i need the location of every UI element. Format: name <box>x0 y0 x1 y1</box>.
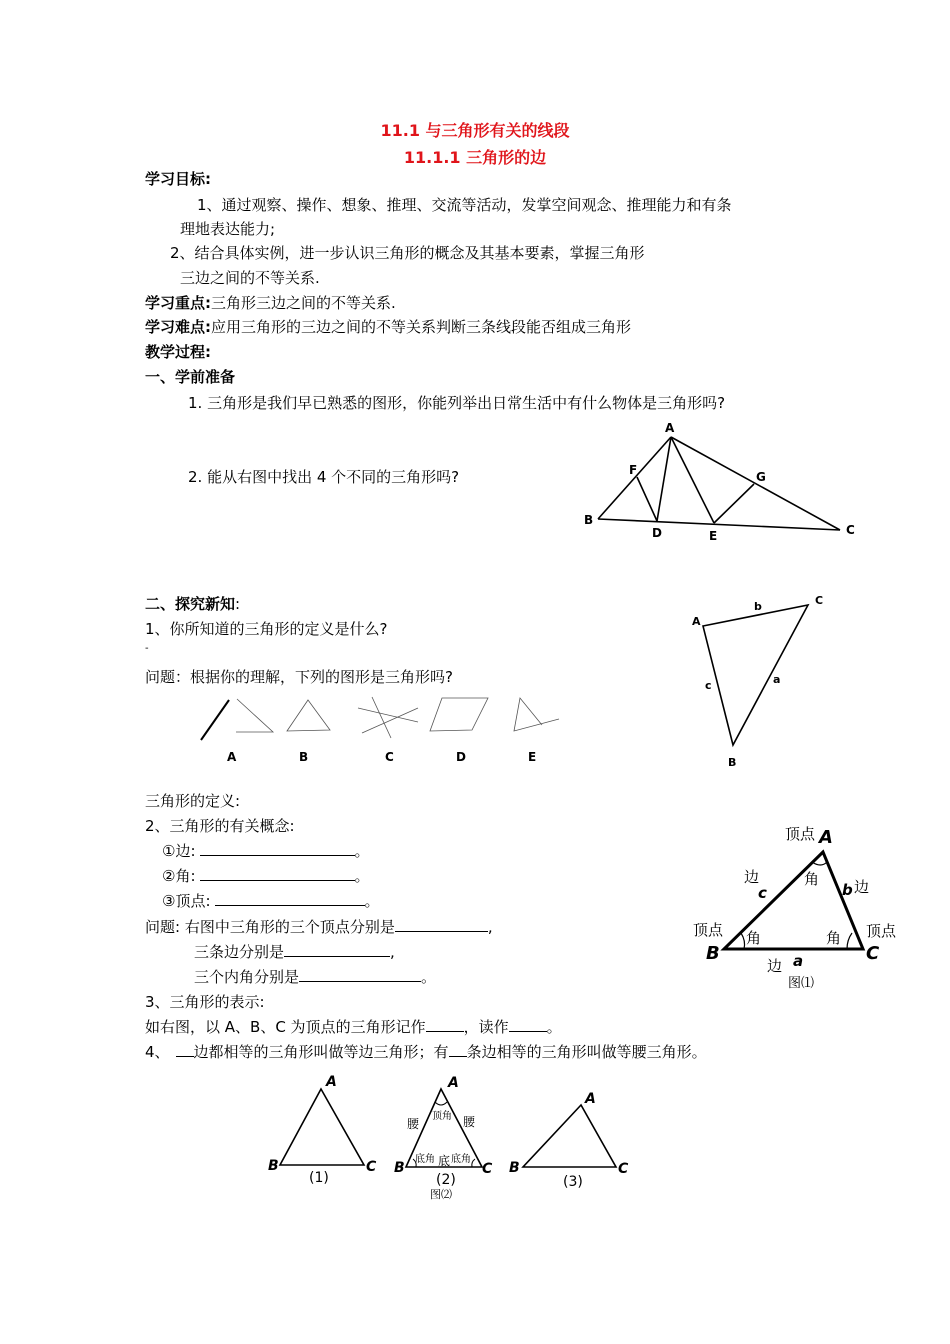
fig2-t2-a: A <box>448 1075 459 1091</box>
abc-side-b: b <box>754 600 762 613</box>
representation-text: 如右图，以 A、B、C 为顶点的三角形记作 ，读作 。 <box>145 1018 562 1036</box>
point-d-label: D <box>652 526 662 540</box>
vertex-concept: ③顶点: 。 <box>162 892 380 910</box>
goal-2-line-1: 2、结合具体实例，进一步认识三角形的概念及其基本要素，掌握三角形 <box>170 244 645 262</box>
fig2-base-angle-right: 底角 <box>451 1154 471 1165</box>
fig1-side-c-label: 边 <box>744 868 760 886</box>
fig2-t3-b: B <box>509 1160 520 1176</box>
fig2-t1-b: B <box>268 1158 279 1174</box>
process-label: 教学过程: <box>145 343 211 361</box>
fig2-t2-b: B <box>394 1160 405 1176</box>
fig1-vertex-c-label: 顶点 <box>866 922 897 940</box>
point-c-label: C <box>846 523 855 537</box>
shape-label-c: C <box>385 750 394 764</box>
section-2-question: 问题：根据你的理解，下列的图形是三角形吗? <box>145 668 453 686</box>
fig2-apex-angle: 顶角 <box>432 1111 452 1122</box>
fig2-leg-right: 腰 <box>463 1115 476 1129</box>
fig1-a: A <box>819 827 833 848</box>
fig1-caption: 图⑴ <box>788 976 815 991</box>
fig1-b: B <box>706 943 720 964</box>
fig2-number-1: (1) <box>309 1170 329 1186</box>
fig1-angle-a: 角 <box>804 870 820 888</box>
problem-line-2: 三条边分别是 , <box>194 943 395 961</box>
page-title: 11.1 与三角形有关的线段 <box>380 121 570 140</box>
goal-1-line-2: 理地表达能力; <box>180 220 276 238</box>
fig2-number-3: (3) <box>563 1174 583 1190</box>
fig1-side-b-label: 边 <box>854 878 870 896</box>
point-b-label: B <box>584 513 594 527</box>
section-1-question-1: 1. 三角形是我们早已熟悉的图形，你能列举出日常生活中有什么物体是三角形吗? <box>188 394 726 412</box>
shape-label-a: A <box>227 750 237 764</box>
abc-vertex-a: A <box>692 615 701 628</box>
fig1-angle-c: 角 <box>826 929 842 947</box>
fig2-leg-left: 腰 <box>407 1117 420 1131</box>
fig2-t1-a: A <box>326 1074 337 1090</box>
point-f-label: F <box>629 463 638 477</box>
point-a-label: A <box>665 421 675 435</box>
abc-side-c: c <box>705 679 712 692</box>
fig2-t3-c: C <box>618 1161 629 1177</box>
fig2-base: 底 <box>438 1154 451 1168</box>
representation-heading: 3、三角形的表示: <box>145 993 265 1011</box>
stray-dash: - <box>145 643 149 654</box>
page-subtitle: 11.1.1 三角形的边 <box>403 148 547 167</box>
fig2-t1-c: C <box>366 1159 377 1175</box>
fig2-base-angle-left: 底角 <box>415 1154 435 1165</box>
goal-1-line-1: 1、通过观察、操作、想象、推理、交流等活动，发掌空间观念、推理能力和有条 <box>197 196 732 214</box>
section-1-question-2: 2. 能从右图中找出 4 个不同的三角形吗? <box>188 468 460 486</box>
abc-vertex-c: C <box>815 594 824 607</box>
abc-vertex-b: B <box>728 756 737 769</box>
section-1-heading: 一、学前准备 <box>145 368 236 386</box>
fig1-side-a-label: 边 <box>767 957 783 975</box>
shape-label-b: B <box>299 750 309 764</box>
fig2-t3-a: A <box>585 1091 596 1107</box>
definition-label: 三角形的定义: <box>145 792 241 810</box>
fig2-caption: 图⑵ <box>430 1188 452 1201</box>
section-2-heading: 二、探究新知: <box>145 595 241 613</box>
shape-label-e: E <box>528 750 537 764</box>
difficulty-text: 应用三角形的三边之间的不等关系判断三条线段能否组成三角形 <box>211 318 632 336</box>
point-g-label: G <box>756 470 766 484</box>
key-text: 三角形三边之间的不等关系. <box>211 294 396 312</box>
fig1-side-c: c <box>758 884 767 902</box>
fig2-t2-c: C <box>482 1161 493 1177</box>
fig2-number-2: (2) <box>436 1172 456 1188</box>
fig1-side-a: a <box>793 952 804 970</box>
side-concept: ①边: 。 <box>162 842 370 860</box>
angle-concept: ②角: 。 <box>162 867 370 885</box>
point-e-label: E <box>709 529 718 543</box>
concepts-heading: 2、三角形的有关概念: <box>145 817 295 835</box>
problem-line-1: 问题: 右图中三角形的三个顶点分别是 , <box>145 918 493 936</box>
section-2-question-1: 1、你所知道的三角形的定义是什么? <box>145 620 388 638</box>
fig1-vertex-b-label: 顶点 <box>693 921 724 939</box>
fig1-angle-b: 角 <box>746 929 762 947</box>
abc-side-a: a <box>773 673 781 686</box>
equilateral-text: 4、 边都相等的三角形叫做等边三角形；有 条边相等的三角形叫做等腰三角形。 <box>145 1043 707 1061</box>
fig1-side-b: b <box>842 881 853 899</box>
shape-label-d: D <box>456 750 466 764</box>
problem-line-3: 三个内角分别是 。 <box>194 968 437 986</box>
fig1-vertex-a-label: 顶点 <box>785 825 816 843</box>
fig1-c: C <box>866 943 880 964</box>
key-label: 学习重点: <box>145 294 211 312</box>
difficulty-label: 学习难点: <box>145 318 211 336</box>
goals-label: 学习目标: <box>145 170 211 188</box>
goal-2-line-2: 三边之间的不等关系. <box>180 269 320 287</box>
